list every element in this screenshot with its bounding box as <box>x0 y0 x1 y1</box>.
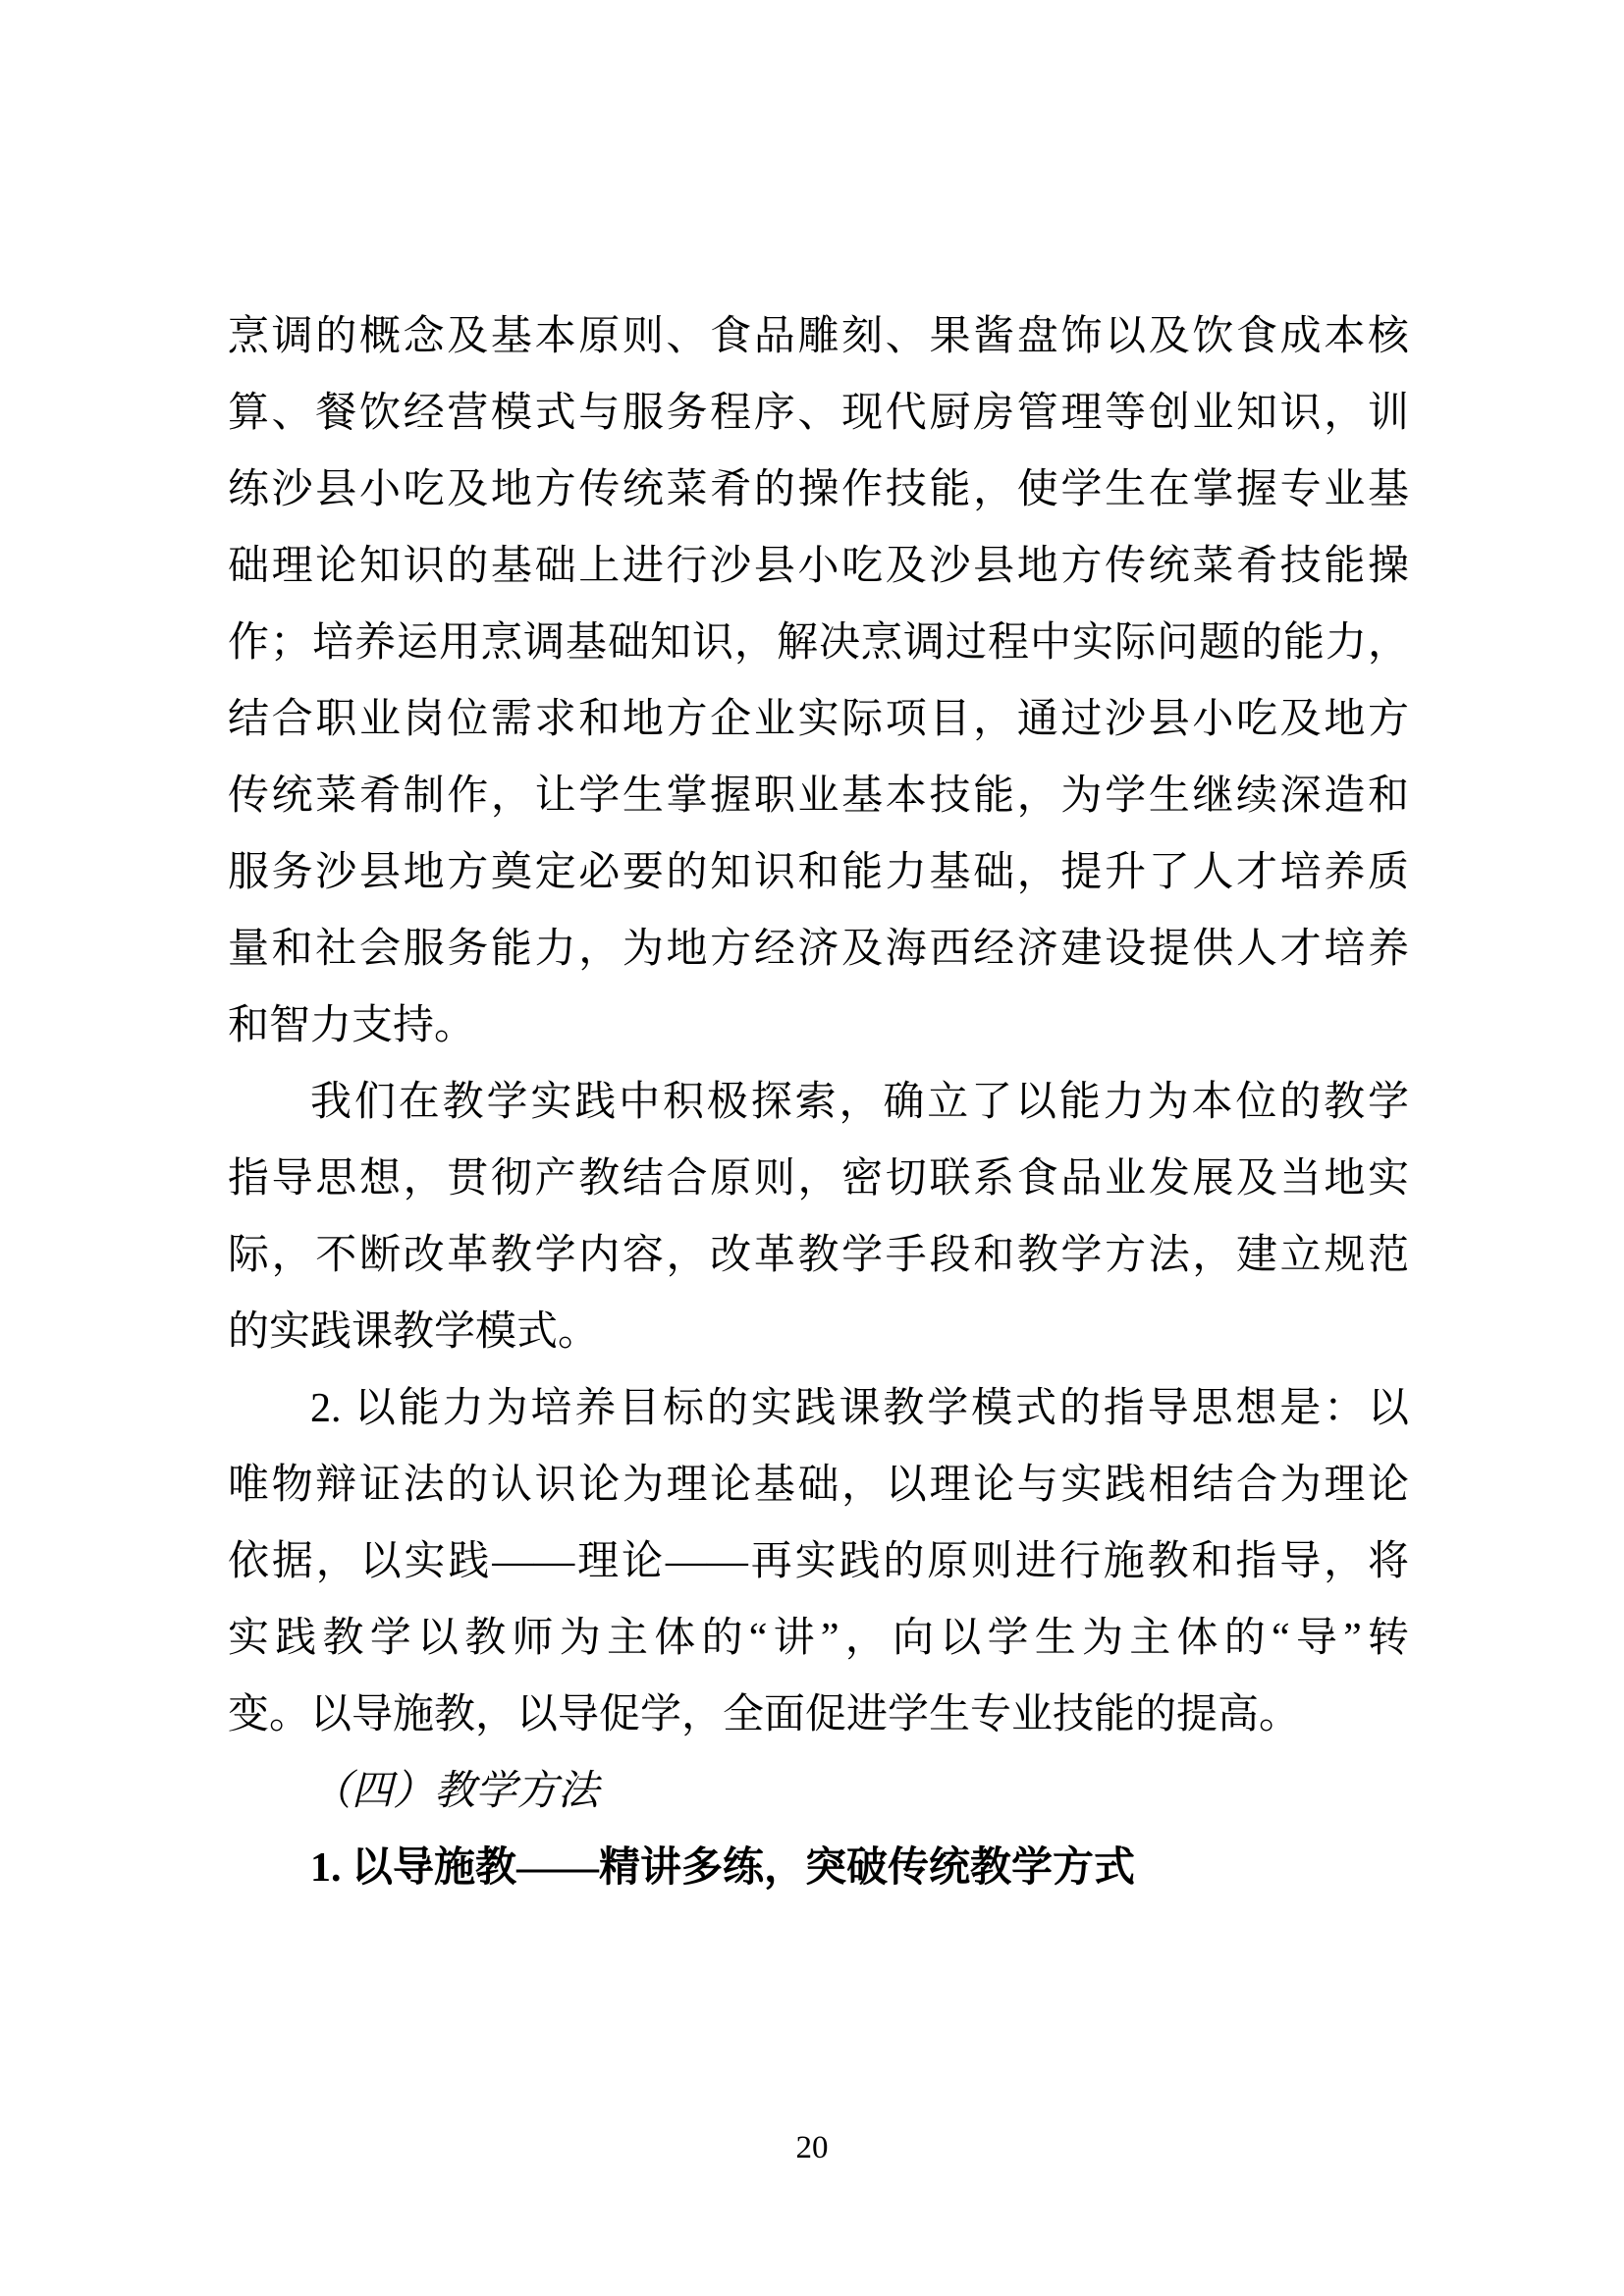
text-line-paragraph-end: 变。以导施教，以导促学，全面促进学生专业技能的提高。 <box>228 1692 1301 1737</box>
text-line: 指导思想，贯彻产教结合原则，密切联系食品业发展及当地实 <box>228 1156 1409 1201</box>
text-line-paragraph-start: 我们在教学实践中积极探索，确立了以能力为本位的教学 <box>310 1080 1409 1125</box>
text-line: 础理论知识的基础上进行沙县小吃及沙县地方传统菜肴技能操 <box>228 544 1409 589</box>
text-line: 算、餐饮经营模式与服务程序、现代厨房管理等创业知识，训 <box>228 391 1409 436</box>
text-line-paragraph-end: 的实践课教学模式。 <box>228 1309 600 1355</box>
text-line: 结合职业岗位需求和地方企业实际项目，通过沙县小吃及地方 <box>228 697 1409 742</box>
text-line: 量和社会服务能力，为地方经济及海西经济建设提供人才培养 <box>228 927 1409 972</box>
text-line-paragraph-start: 2. 以能力为培养目标的实践课教学模式的指导思想是：以 <box>310 1386 1409 1431</box>
text-line: 作；培养运用烹调基础知识，解决烹调过程中实际问题的能力， <box>228 620 1409 666</box>
text-line: 传统菜肴制作，让学生掌握职业基本技能，为学生继续深造和 <box>228 774 1409 819</box>
text-line: 实践教学以教师为主体的“讲”，向以学生为主体的“导”转 <box>228 1616 1409 1661</box>
text-line: 依据，以实践——理论——再实践的原则进行施教和指导，将 <box>228 1539 1409 1584</box>
text-line: 际，不断改革教学内容，改革教学手段和教学方法，建立规范 <box>228 1233 1409 1278</box>
text-line: 烹调的概念及基本原则、食品雕刻、果酱盘饰以及饮食成本核 <box>228 314 1409 359</box>
text-block <box>228 298 1409 1906</box>
page-number: 20 <box>795 2130 829 2165</box>
text-line-paragraph-end: 和智力支持。 <box>228 1003 476 1048</box>
text-line: 服务沙县地方奠定必要的知识和能力基础，提升了人才培养质 <box>228 850 1409 895</box>
subsection-heading: 1. 以导施教——精讲多练，突破传统教学方式 <box>310 1845 1136 1891</box>
section-heading: （四）教学方法 <box>310 1769 600 1814</box>
text-line: 唯物辩证法的认识论为理论基础，以理论与实践相结合为理论 <box>228 1463 1409 1508</box>
text-line: 练沙县小吃及地方传统菜肴的操作技能，使学生在掌握专业基 <box>228 467 1409 512</box>
